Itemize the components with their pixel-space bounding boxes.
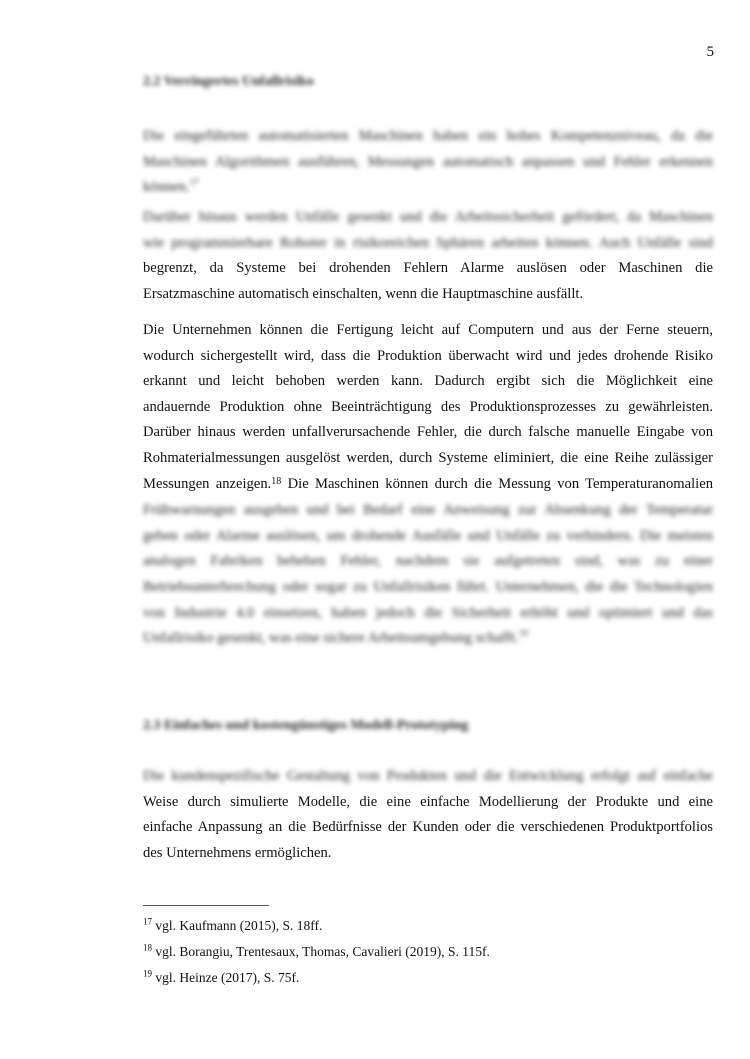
text-line: Darüber hinaus werden Unfälle gesenkt und die Arbeitssicherheit gefördert, da Maschinen bbox=[143, 209, 713, 225]
footnote-text: vgl. Kaufmann (2015), S. 18ff. bbox=[155, 918, 323, 933]
paragraph-2 bbox=[143, 205, 713, 307]
footnote-ref-18: 18 bbox=[271, 475, 282, 487]
text-line: Weise durch simulierte Modelle, die eine einfache Modellierung der Produkte und eine bbox=[143, 793, 713, 810]
paragraph-1 bbox=[143, 124, 713, 201]
text-fragment: können. bbox=[143, 179, 190, 196]
footnote-text: vgl. Borangiu, Trentesaux, Thomas, Cavalieri (2019), S. 115f. bbox=[155, 944, 490, 959]
page-number: 5 bbox=[706, 44, 714, 60]
text-fragment: Die Maschinen können durch die Messung von Temperaturanomalien bbox=[281, 475, 713, 492]
text-line: Betriebsunterbrechung oder sogar zu Unfallrisiken führt. Unternehmen, die die Technologien bbox=[143, 578, 713, 595]
text-line bbox=[143, 472, 713, 499]
text-line bbox=[143, 626, 713, 652]
footnote-ref-17: 17 bbox=[189, 177, 199, 188]
text-line: Frühwarnungen ausgeben und bei Bedarf eine Anweisung zur Absenkung der Temperatur bbox=[143, 502, 713, 519]
text-line: analogen Fabriken beheben Fehler, nachdem sie aufgetreten sind, was zu einer bbox=[143, 553, 713, 570]
footnote-19 bbox=[143, 970, 299, 986]
text-line: Die kundenspezifische Gestaltung von Produkten und die Entwicklung erfolgt auf einfache bbox=[143, 768, 713, 784]
section-heading-2-3: 2.3 Einfaches und kostengünstiges Modell-Prototyping bbox=[143, 718, 469, 733]
text-line: wie programmierbare Roboter in risikoreichen Sphären arbeiten können. Auch Unfälle sind bbox=[143, 234, 713, 251]
text-line: geben oder Alarme auslösen, um drohende Ausfälle und Unfälle zu verhindern. Die meisten bbox=[143, 527, 713, 544]
text-line: Ersatzmaschine automatisch einschalten, wenn die Hauptmaschine ausfällt. bbox=[143, 285, 584, 302]
text-fragment: Unfallrisiko gesenkt, was eine sichere Arbeitsumgebung schafft. bbox=[143, 630, 519, 647]
footnote-number: 17 bbox=[143, 916, 152, 927]
footnote-text: vgl. Heinze (2017), S. 75f. bbox=[155, 970, 300, 985]
text-line: Maschinen Algorithmen ausführen, Messungen automatisch anpassen und Fehler erkennen bbox=[143, 153, 713, 170]
text-line: Die Unternehmen können die Fertigung leicht auf Computern und aus der Ferne steuern, bbox=[143, 322, 713, 338]
text-line: erkannt und leicht behoben werden kann. Dadurch ergibt sich die Möglichkeit eine bbox=[143, 373, 713, 390]
text-line: begrenzt, da Systeme bei drohenden Fehlern Alarme auslösen oder Maschinen die bbox=[143, 260, 713, 277]
footnote-divider bbox=[143, 905, 269, 906]
text-line bbox=[143, 175, 713, 201]
footnote-number: 18 bbox=[143, 942, 152, 953]
paragraph-4 bbox=[143, 764, 713, 866]
text-line: Darüber hinaus werden unfallverursachende Fehler, die durch falsche manuelle Eingabe von bbox=[143, 424, 713, 441]
footnote-17 bbox=[143, 918, 322, 934]
text-line: andauernde Produktion ohne Beeinträchtigung des Produktionsprozesses zu gewährleisten. bbox=[143, 398, 713, 415]
text-line: Rohmaterialmessungen ausgelöst werden, durch Systeme eliminiert, die eine Reihe zulässiger bbox=[143, 449, 713, 466]
text-line: wodurch sichergestellt wird, dass die Produktion überwacht wird und jedes drohende Risiko bbox=[143, 347, 713, 364]
footnote-number: 19 bbox=[143, 968, 152, 979]
footnote-18 bbox=[143, 944, 490, 960]
text-line: Die eingeführten automatisierten Maschinen haben ein hohes Kompetenzniveau, da die bbox=[143, 128, 713, 144]
footnote-ref-19: 19 bbox=[518, 628, 528, 639]
paragraph-3 bbox=[143, 318, 713, 652]
section-heading-2-2: 2.2 Verringertes Unfallrisiko bbox=[143, 74, 314, 89]
text-line: einfache Anpassung an die Bedürfnisse der Kunden oder die verschiedenen Produktportfolios bbox=[143, 819, 713, 836]
text-line: des Unternehmens ermöglichen. bbox=[143, 844, 332, 861]
text-line: von Industrie 4.0 einsetzen, haben jedoch die Sicherheit erhöht und optimiert und das bbox=[143, 604, 713, 621]
text-fragment: Messungen anzeigen. bbox=[143, 475, 272, 492]
